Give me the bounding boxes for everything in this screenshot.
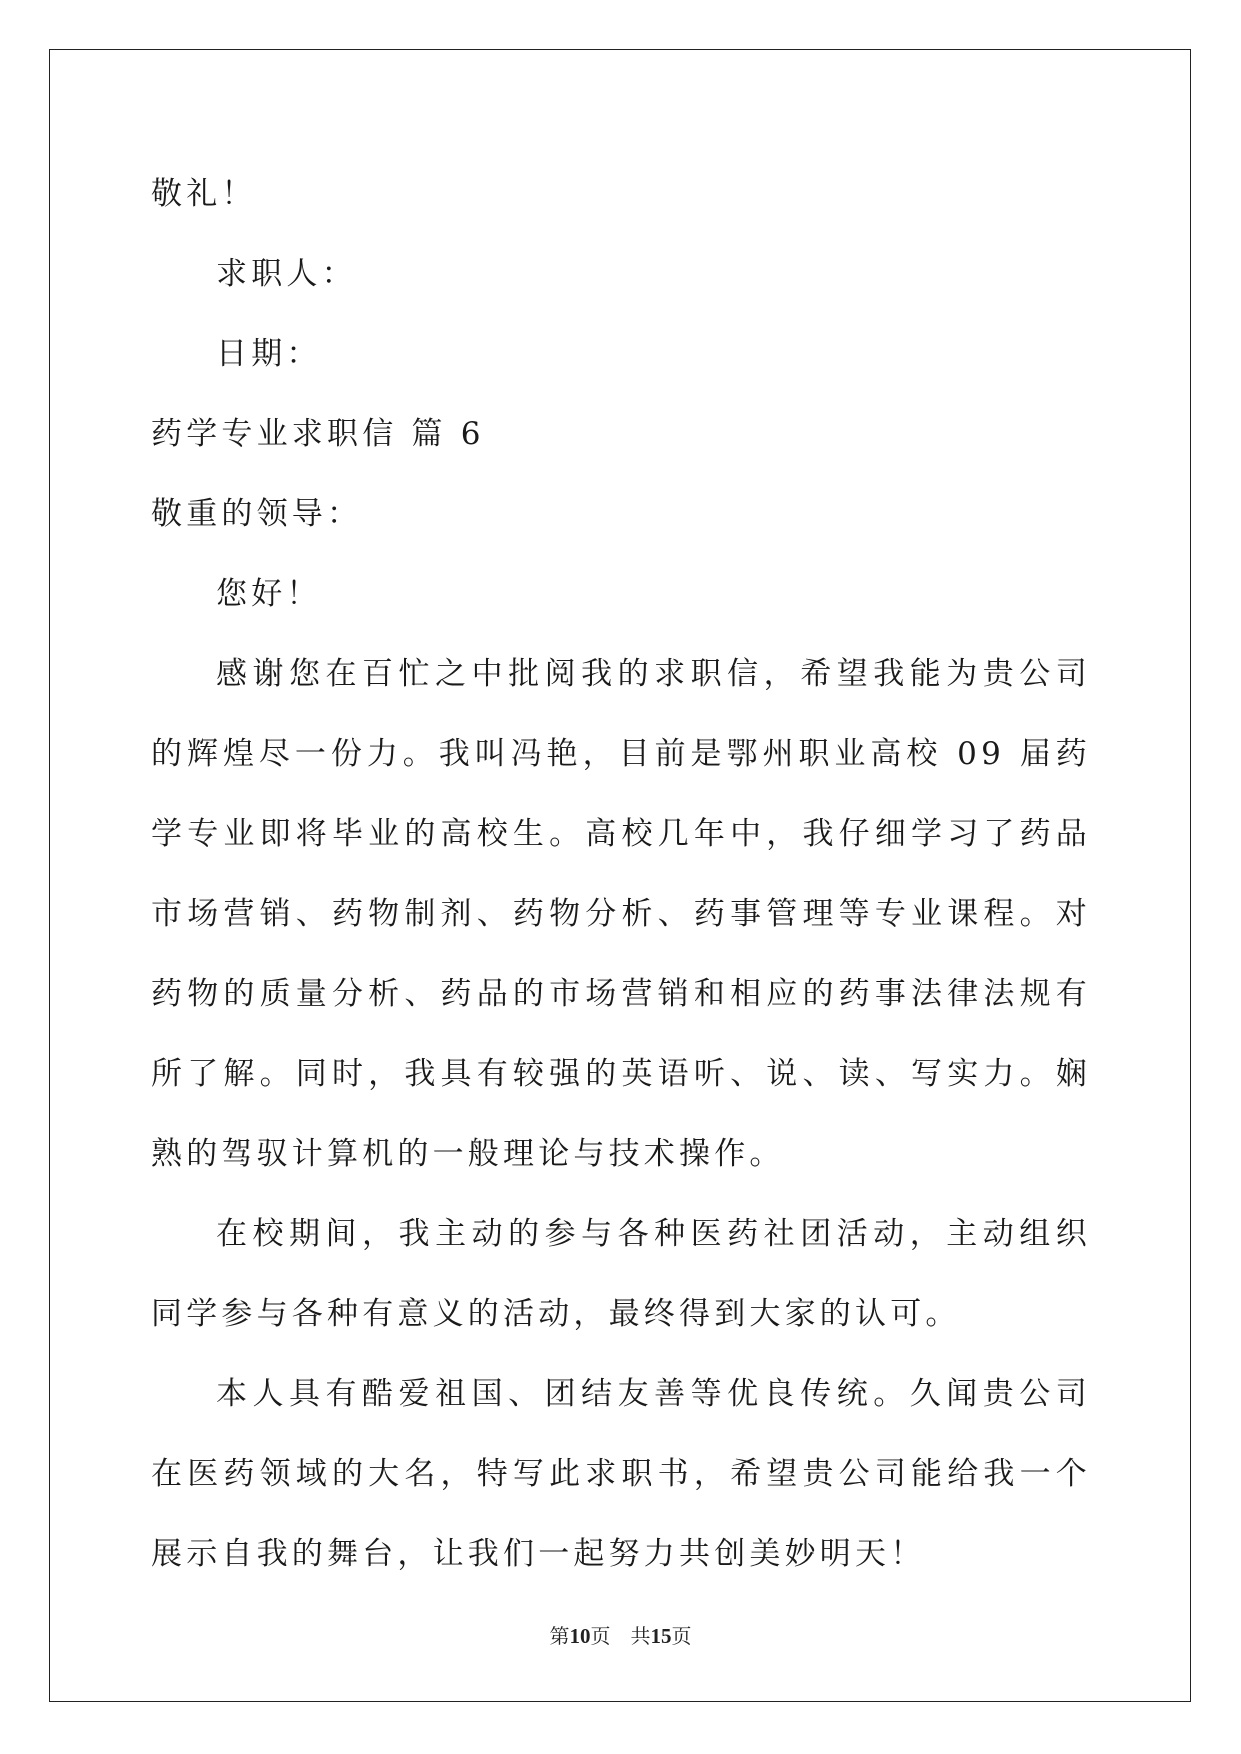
paragraph-activities: 在校期间，我主动的参与各种医药社团活动，主动组织同学参与各种有意义的活动，最终得到大家的认可。 — [151, 1216, 1091, 1332]
applicant-label: 求职人： — [216, 256, 357, 292]
paragraph-closing: 本人具有酷爱祖国、团结友善等优良传统。久闻贵公司在医药领域的大名，特写此求职书，希望贵公司能给我一个展示自我的舞台，让我们一起努力共创美妙明天！ — [151, 1376, 1091, 1572]
greeting: 敬重的领导： — [151, 496, 363, 532]
footer-page-suffix: 页 — [590, 1624, 611, 1648]
footer-total-pages: 15 — [650, 1624, 672, 1648]
footer-total-prefix: 共 — [630, 1624, 651, 1648]
date-label: 日期： — [216, 336, 322, 372]
section-heading: 药学专业求职信 篇 6 — [151, 416, 485, 452]
page-footer — [0, 1620, 1241, 1649]
document-body — [151, 154, 1091, 1594]
footer-page-number: 10 — [569, 1624, 591, 1648]
footer-total-suffix: 页 — [671, 1624, 692, 1648]
hello-line: 您好！ — [216, 576, 322, 612]
footer-prefix: 第 — [549, 1624, 570, 1648]
paragraph-intro: 感谢您在百忙之中批阅我的求职信，希望我能为贵公司的辉煌尽一份力。我叫冯艳，目前是鄂州职业高校 09 届药学专业即将毕业的高校生。高校几年中，我仔细学习了药品市场营销、药物制剂、药物分析、药事管理等专业课程。对药物的质量分析、药品的市场营销和相应的药事法律法规有所了解。同时，我具有较强的英语听、说、读、写实力。娴熟的驾驭计算机的一般理论与技术操作。 — [151, 656, 1091, 1172]
closing-salutation: 敬礼！ — [151, 176, 257, 212]
